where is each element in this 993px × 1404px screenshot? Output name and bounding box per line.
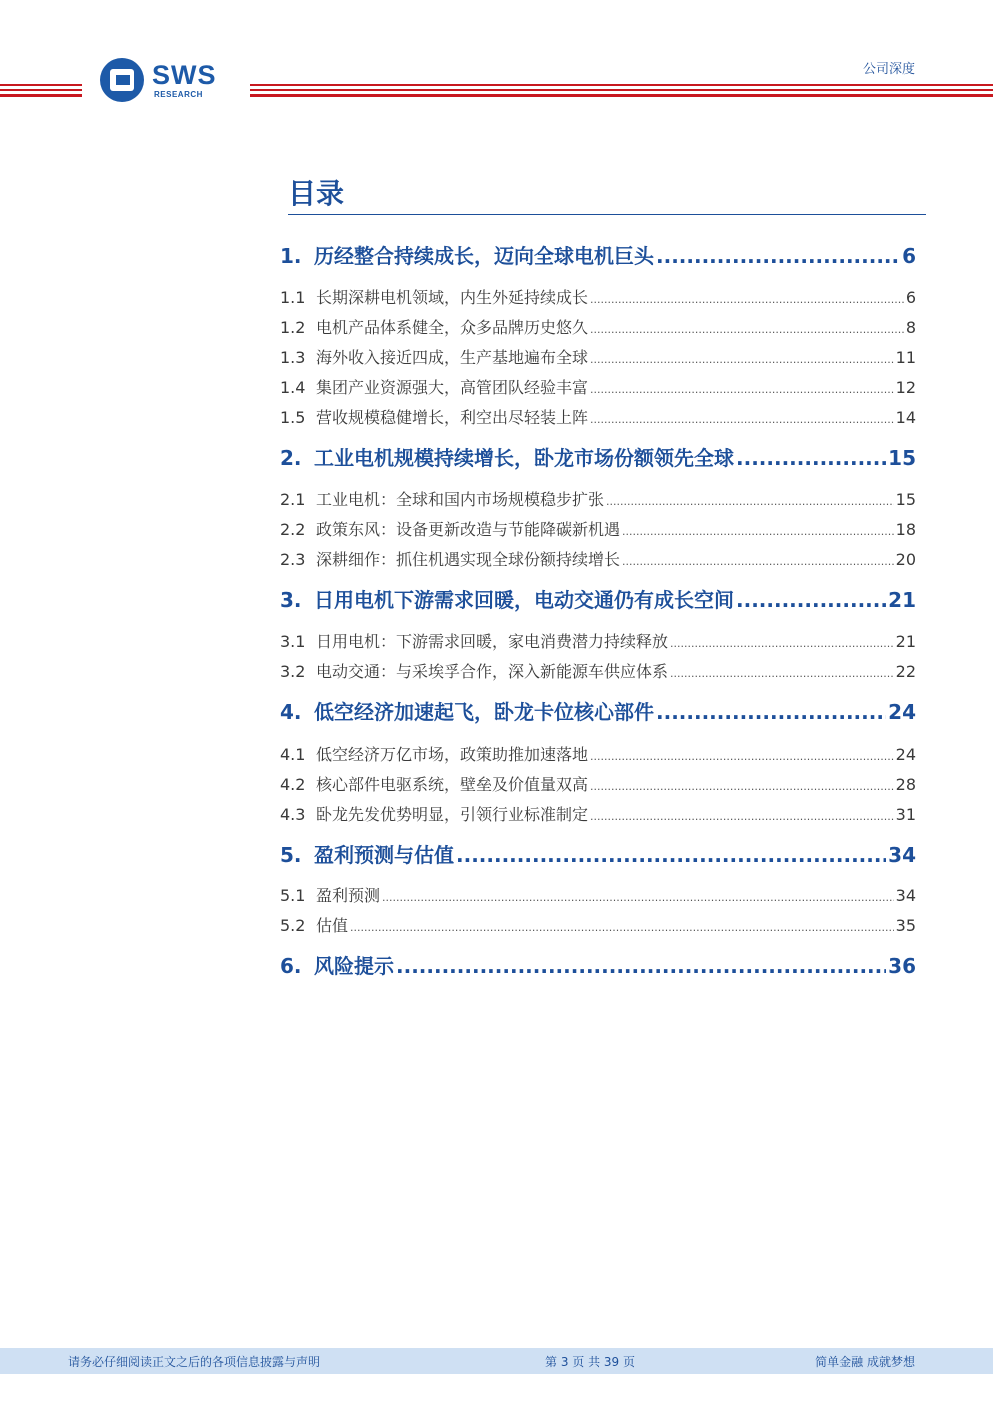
toc-entry-label: [280, 950, 394, 979]
toc-entry-number: 2.: [280, 446, 302, 470]
logo-text: SWS: [152, 60, 217, 90]
toc-entry-page: 28: [895, 775, 916, 794]
header-stripes-left: [0, 84, 82, 98]
toc-subsection-link[interactable]: [280, 913, 916, 936]
toc-subsection-link[interactable]: [280, 405, 916, 428]
toc-entry-number: 4.2: [280, 775, 306, 794]
toc-entry-text: 盈利预测与估值: [314, 843, 454, 867]
toc-leader-dots: [590, 383, 894, 396]
toc-entry-number: 1.4: [280, 378, 306, 397]
toc-entry-label: [280, 696, 654, 725]
toc-leader-dots: [736, 588, 886, 612]
toc-entry-label: [280, 547, 620, 570]
toc-subsection-link[interactable]: [280, 517, 916, 540]
toc-entry-text: 低空经济万亿市场，政策助推加速落地: [316, 745, 589, 764]
toc-entry-text: 营收规模稳健增长，利空出尽轻装上阵: [316, 408, 589, 427]
toc-entry-text: 卧龙先发优势明显，引领行业标准制定: [316, 805, 589, 824]
toc-subsection-link[interactable]: [280, 802, 916, 825]
page-footer: [0, 1348, 993, 1374]
toc-entry-page: 12: [895, 378, 916, 397]
footer-page-number: 第 3 页 共 39 页: [545, 1355, 635, 1369]
toc-entry-text: 估值: [316, 916, 349, 935]
toc-entry-page: 8: [905, 318, 916, 337]
toc-leader-dots: [590, 353, 894, 366]
toc-entry-number: 3.1: [280, 632, 306, 651]
footer-slogan: 简单金融 成就梦想: [815, 1355, 915, 1369]
toc-entry-label: [280, 883, 380, 906]
toc-section-link[interactable]: [280, 584, 916, 613]
toc-entry-label: [280, 405, 588, 428]
toc-entry-label: [280, 772, 588, 795]
toc-entry-page: 14: [895, 408, 916, 427]
toc-leader-dots: [396, 954, 886, 978]
toc-entry-page: 36: [888, 954, 916, 978]
toc-entry-number: 2.2: [280, 520, 306, 539]
toc-leader-dots: [350, 921, 894, 934]
toc-subsection-link[interactable]: [280, 345, 916, 368]
toc-leader-dots: [656, 244, 900, 268]
toc-entry-text: 政策东风：设备更新改造与节能降碳新机遇: [316, 520, 621, 539]
toc-entry-text: 历经整合持续成长，迈向全球电机巨头: [314, 244, 654, 268]
toc-entry-number: 2.3: [280, 550, 306, 569]
toc-subsection-link[interactable]: [280, 285, 916, 308]
toc-entry-page: 6: [905, 288, 916, 307]
toc-entry-number: 6.: [280, 954, 302, 978]
toc-leader-dots: [590, 750, 894, 763]
toc-subsection-link[interactable]: [280, 883, 916, 906]
toc-entry-page: 21: [888, 588, 916, 612]
sws-logo: [100, 58, 240, 104]
toc-entry-number: 5.: [280, 843, 302, 867]
toc-subsection-link[interactable]: [280, 487, 916, 510]
toc-section-link[interactable]: [280, 240, 916, 269]
toc-entry-label: [280, 913, 348, 936]
toc-entry-number: 2.1: [280, 490, 306, 509]
toc-entry-number: 4.3: [280, 805, 306, 824]
toc-entry-text: 风险提示: [314, 954, 394, 978]
header-stripes-right: [250, 84, 993, 98]
toc-entry-label: [280, 517, 620, 540]
toc-leader-dots: [622, 555, 894, 568]
toc-subsection-link[interactable]: [280, 375, 916, 398]
toc-section-link[interactable]: [280, 696, 916, 725]
toc-entry-number: 4.1: [280, 745, 306, 764]
toc-entry-label: [280, 240, 654, 269]
toc-leader-dots: [606, 495, 894, 508]
toc-subsection-link[interactable]: [280, 629, 916, 652]
toc-entry-number: 1.5: [280, 408, 306, 427]
toc-entry-page: 15: [888, 446, 916, 470]
toc-leader-dots: [590, 413, 894, 426]
title-divider: [288, 214, 926, 215]
toc-leader-dots: [382, 891, 894, 904]
toc-leader-dots: [736, 446, 886, 470]
toc-entry-text: 日用电机：下游需求回暖，家电消费潜力持续释放: [316, 632, 669, 651]
toc-title: 目录: [288, 177, 345, 210]
toc-entry-text: 低空经济加速起飞，卧龙卡位核心部件: [314, 700, 654, 724]
toc-entry-text: 长期深耕电机领域，内生外延持续成长: [316, 288, 589, 307]
toc-leader-dots: [590, 780, 894, 793]
toc-leader-dots: [670, 667, 894, 680]
toc-entry-label: [280, 584, 734, 613]
toc-leader-dots: [590, 810, 894, 823]
toc-entry-page: 22: [895, 662, 916, 681]
toc-entry-number: 1.1: [280, 288, 306, 307]
toc-entry-label: [280, 802, 588, 825]
toc-entry-text: 工业电机：全球和国内市场规模稳步扩张: [316, 490, 605, 509]
toc-entry-label: [280, 487, 604, 510]
logo-subtext: RESEARCH: [154, 90, 203, 99]
toc-entry-page: 18: [895, 520, 916, 539]
toc-entry-number: 1.: [280, 244, 302, 268]
toc-entry-number: 3.: [280, 588, 302, 612]
toc-section-link[interactable]: [280, 839, 916, 868]
toc-entry-page: 34: [895, 886, 916, 905]
toc-subsection-link[interactable]: [280, 772, 916, 795]
toc-entry-text: 盈利预测: [316, 886, 381, 905]
toc-subsection-link[interactable]: [280, 742, 916, 765]
toc-entry-number: 1.3: [280, 348, 306, 367]
toc-leader-dots: [670, 637, 894, 650]
toc-entry-number: 3.2: [280, 662, 306, 681]
toc-entry-page: 21: [895, 632, 916, 651]
toc-entry-label: [280, 629, 668, 652]
toc-entry-page: 6: [902, 244, 916, 268]
document-type-label: 公司深度: [862, 62, 915, 77]
toc-entry-label: [280, 659, 668, 682]
toc-entry-text: 电机产品体系健全，众多品牌历史悠久: [316, 318, 589, 337]
toc-entry-page: 20: [895, 550, 916, 569]
toc-subsection-link[interactable]: [280, 315, 916, 338]
toc-leader-dots: [456, 843, 886, 867]
toc-entry-text: 核心部件电驱系统，壁垒及价值量双高: [316, 775, 589, 794]
toc-entry-text: 海外收入接近四成，生产基地遍布全球: [316, 348, 589, 367]
toc-leader-dots: [622, 525, 894, 538]
toc-entry-label: [280, 442, 734, 471]
toc-entry-page: 34: [888, 843, 916, 867]
toc-entry-text: 工业电机规模持续增长，卧龙市场份额领先全球: [314, 446, 734, 470]
toc-entry-text: 电动交通：与采埃孚合作，深入新能源车供应体系: [316, 662, 669, 681]
toc-subsection-link[interactable]: [280, 547, 916, 570]
toc-entry-text: 日用电机下游需求回暖，电动交通仍有成长空间: [314, 588, 734, 612]
logo-emblem-icon: [100, 58, 144, 102]
toc-section-link[interactable]: [280, 950, 916, 979]
toc-entry-label: [280, 375, 588, 398]
footer-disclaimer: 请务必仔细阅读正文之后的各项信息披露与声明: [68, 1355, 321, 1369]
toc-entry-number: 1.2: [280, 318, 306, 337]
toc-leader-dots: [656, 700, 886, 724]
toc-entry-page: 11: [895, 348, 916, 367]
toc-entry-text: 集团产业资源强大，高管团队经验丰富: [316, 378, 589, 397]
toc-entry-label: [280, 315, 588, 338]
toc-leader-dots: [590, 293, 904, 306]
toc-entry-page: 35: [895, 916, 916, 935]
toc-entry-text: 深耕细作：抓住机遇实现全球份额持续增长: [316, 550, 621, 569]
toc-entry-page: 24: [888, 700, 916, 724]
toc-entry-number: 4.: [280, 700, 302, 724]
toc-entry-label: [280, 345, 588, 368]
toc-entry-page: 31: [895, 805, 916, 824]
toc-subsection-link[interactable]: [280, 659, 916, 682]
toc-entry-label: [280, 839, 454, 868]
toc-leader-dots: [590, 323, 904, 336]
toc-section-link[interactable]: [280, 442, 916, 471]
toc-entry-label: [280, 742, 588, 765]
toc-entry-page: 24: [895, 745, 916, 764]
toc-entry-page: 15: [895, 490, 916, 509]
toc-entry-number: 5.1: [280, 886, 306, 905]
toc-entry-label: [280, 285, 588, 308]
toc-entry-number: 5.2: [280, 916, 306, 935]
